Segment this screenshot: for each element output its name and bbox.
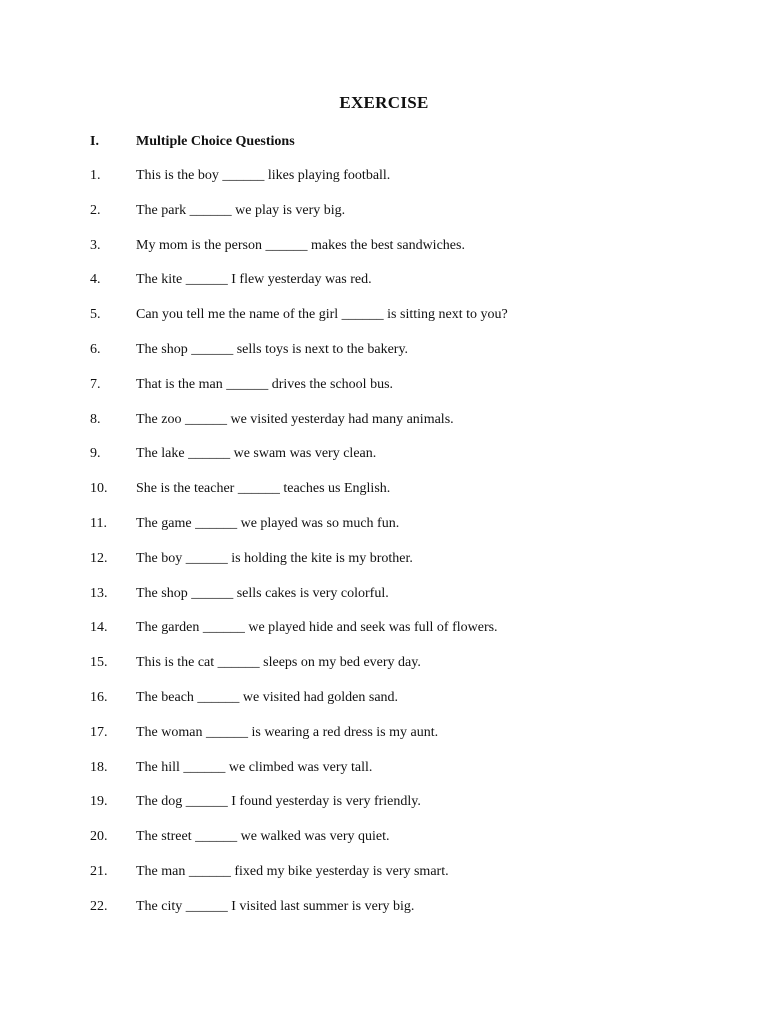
question-item <box>90 584 730 619</box>
question-number: 13. <box>90 585 108 601</box>
question-text: The lake ______ we swam was very clean. <box>136 446 377 462</box>
question-item <box>90 166 730 201</box>
question-text: This is the cat ______ sleeps on my bed every day. <box>136 655 421 671</box>
question-text: She is the teacher ______ teaches us English. <box>136 481 391 497</box>
page-title: EXERCISE <box>339 93 429 112</box>
question-item <box>90 758 730 793</box>
question-item <box>90 340 730 375</box>
question-item <box>90 618 730 653</box>
question-number: 4. <box>90 272 101 288</box>
question-text: The garden ______ we played hide and seek was full of flowers. <box>136 620 498 636</box>
question-text: The shop ______ sells toys is next to the bakery. <box>136 341 409 357</box>
question-item <box>90 410 730 445</box>
question-text: The dog ______ I found yesterday is very friendly. <box>136 794 421 810</box>
question-text: The beach ______ we visited had golden sand. <box>136 689 399 705</box>
question-item <box>90 444 730 479</box>
question-item <box>90 723 730 758</box>
question-text: The shop ______ sells cakes is very colorful. <box>136 585 389 601</box>
question-number: 6. <box>90 341 101 357</box>
question-number: 17. <box>90 724 108 740</box>
question-item <box>90 653 730 688</box>
question-item <box>90 375 730 410</box>
question-item <box>90 201 730 236</box>
question-item <box>90 305 730 340</box>
question-number: 5. <box>90 307 101 323</box>
question-number: 7. <box>90 376 101 392</box>
question-item <box>90 270 730 305</box>
question-number: 20. <box>90 829 108 845</box>
question-item <box>90 236 730 271</box>
question-number: 10. <box>90 481 108 497</box>
question-number: 11. <box>90 515 107 531</box>
question-number: 22. <box>90 898 108 914</box>
question-number: 3. <box>90 237 101 253</box>
question-number: 16. <box>90 689 108 705</box>
question-number: 1. <box>90 168 101 183</box>
question-number: 8. <box>90 411 101 427</box>
question-text: My mom is the person ______ makes the best sandwiches. <box>136 237 465 253</box>
question-item <box>90 897 730 932</box>
section-heading: Multiple Choice Questions <box>136 134 295 149</box>
question-text: The zoo ______ we visited yesterday had many animals. <box>136 411 454 427</box>
question-text: The woman ______ is wearing a red dress is my aunt. <box>136 724 439 740</box>
question-item <box>90 479 730 514</box>
question-item <box>90 514 730 549</box>
question-text: The city ______ I visited last summer is very big. <box>136 898 415 914</box>
question-number: 14. <box>90 620 108 636</box>
question-number: 12. <box>90 550 108 566</box>
question-text: That is the man ______ drives the school bus. <box>136 376 394 392</box>
question-text: The game ______ we played was so much fun. <box>136 515 400 531</box>
question-text: The street ______ we walked was very quiet. <box>136 829 390 845</box>
question-text: The man ______ fixed my bike yesterday is very smart. <box>136 863 449 879</box>
question-number: 19. <box>90 794 108 810</box>
question-number: 15. <box>90 655 108 671</box>
question-text: The park ______ we play is very big. <box>136 202 346 218</box>
section-header <box>90 134 690 154</box>
question-text: Can you tell me the name of the girl ______ is sitting next to you? <box>136 307 508 323</box>
question-number: 9. <box>90 446 101 462</box>
question-list <box>90 166 730 932</box>
question-text: The boy ______ is holding the kite is my brother. <box>136 550 413 566</box>
question-text: The hill ______ we climbed was very tall. <box>136 759 373 775</box>
question-number: 21. <box>90 863 108 879</box>
question-item <box>90 688 730 723</box>
question-number: 2. <box>90 202 101 218</box>
question-text: This is the boy ______ likes playing football. <box>136 168 391 183</box>
section-number: I. <box>90 134 99 149</box>
question-item <box>90 827 730 862</box>
question-item <box>90 792 730 827</box>
question-item <box>90 549 730 584</box>
question-item <box>90 862 730 897</box>
question-text: The kite ______ I flew yesterday was red. <box>136 272 372 288</box>
question-number: 18. <box>90 759 108 775</box>
